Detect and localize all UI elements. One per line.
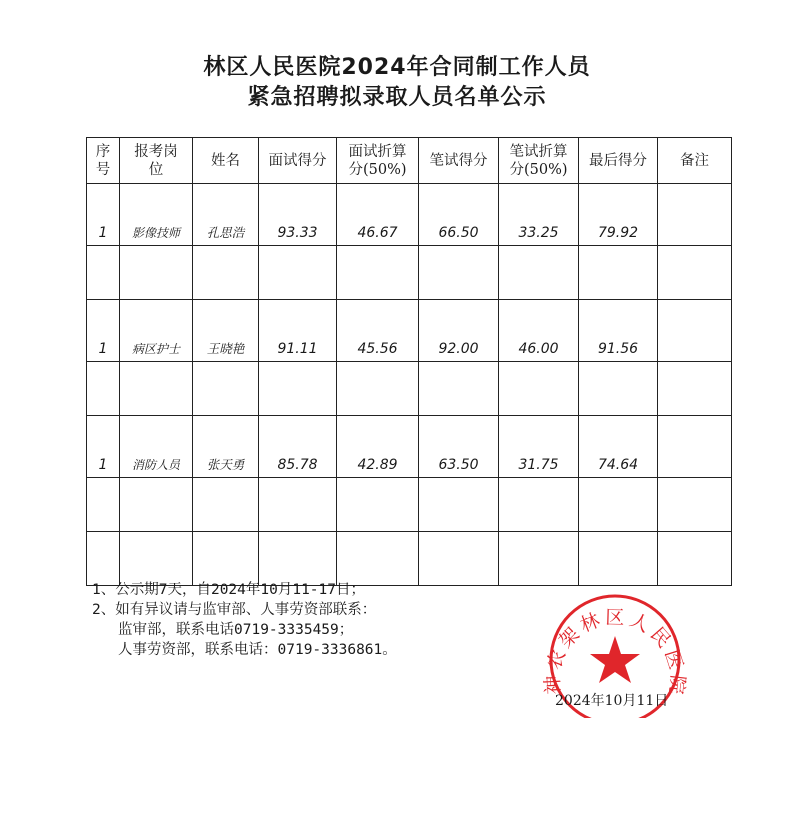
cell-position: 病区护士	[120, 300, 193, 362]
cell-interview-50: 46.67	[337, 184, 419, 246]
table-row-empty	[87, 478, 732, 532]
header-cell: 笔试折算 分(50%)	[499, 138, 579, 184]
note-1: 1、公示期7天，自2024年10月11-17日；	[92, 582, 365, 598]
table-header-row	[87, 138, 732, 184]
cell-note	[658, 184, 732, 246]
table-row-empty	[87, 246, 732, 300]
table-row	[87, 416, 732, 478]
cell-written: 66.50	[419, 184, 499, 246]
cell-position: 消防人员	[120, 416, 193, 478]
cell-final: 74.64	[579, 416, 658, 478]
cell-written: 63.50	[419, 416, 499, 478]
header-cell: 面试折算 分(50%)	[337, 138, 419, 184]
cell-interview: 93.33	[259, 184, 337, 246]
table-row	[87, 184, 732, 246]
issue-date: 2024年10月11日	[555, 693, 669, 709]
cell-final: 91.56	[579, 300, 658, 362]
document-title-line1: 林区人民医院2024年合同制工作人员	[203, 55, 591, 80]
cell-note	[658, 300, 732, 362]
header-cell: 最后得分	[579, 138, 658, 184]
header-cell: 面试得分	[259, 138, 337, 184]
cell-no: 1	[87, 300, 120, 362]
cell-name: 张天勇	[193, 416, 259, 478]
cell-written-50: 31.75	[499, 416, 579, 478]
table-row-empty	[87, 532, 732, 586]
cell-position: 影像技师	[120, 184, 193, 246]
cell-name: 王晓艳	[193, 300, 259, 362]
note-2: 2、如有异议请与监审部、人事劳资部联系：	[92, 602, 377, 618]
cell-written-50: 46.00	[499, 300, 579, 362]
cell-note	[658, 416, 732, 478]
cell-interview-50: 42.89	[337, 416, 419, 478]
table-row	[87, 300, 732, 362]
header-cell: 备注	[658, 138, 732, 184]
notes	[92, 580, 397, 660]
table-row-empty	[87, 362, 732, 416]
header-cell: 报考岗 位	[120, 138, 193, 184]
header-cell: 笔试得分	[419, 138, 499, 184]
note-3: 监审部，联系电话0719-3335459；	[118, 622, 354, 638]
cell-written: 92.00	[419, 300, 499, 362]
cell-no: 1	[87, 184, 120, 246]
cell-written-50: 33.25	[499, 184, 579, 246]
cell-final: 79.92	[579, 184, 658, 246]
cell-interview-50: 45.56	[337, 300, 419, 362]
cell-interview: 85.78	[259, 416, 337, 478]
document-title-line2: 紧急招聘拟录取人员名单公示	[247, 85, 547, 110]
cell-interview: 91.11	[259, 300, 337, 362]
note-4: 人事劳资部，联系电话：0719-3336861。	[118, 642, 397, 658]
seal-text: 神农架林区人民医院	[541, 606, 689, 700]
cell-name: 孔思浩	[193, 184, 259, 246]
cell-no: 1	[87, 416, 120, 478]
candidate-table	[86, 137, 732, 586]
star-icon	[590, 636, 640, 683]
header-cell: 序 号	[87, 138, 120, 184]
header-cell: 姓名	[193, 138, 259, 184]
